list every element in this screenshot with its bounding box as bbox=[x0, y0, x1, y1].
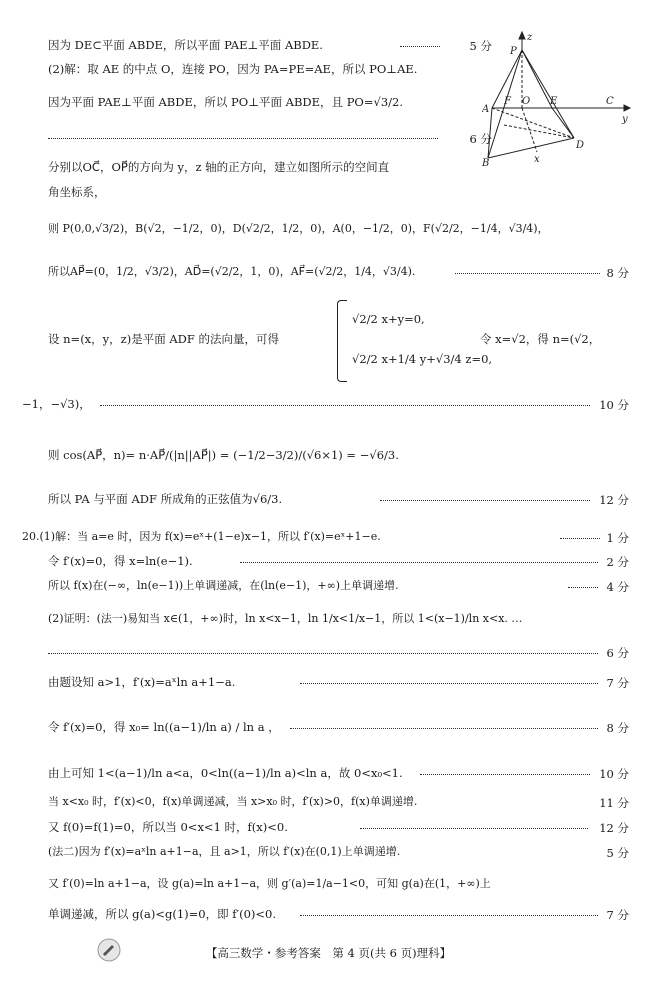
equation-1: √2/2 x+y=0, bbox=[352, 312, 425, 326]
dot-leader bbox=[100, 405, 590, 406]
dot-leader bbox=[400, 46, 440, 47]
text-line-25: 单调递减，所以 g(a)<g(1)=0，即 f′(0)<0. bbox=[48, 907, 277, 921]
dot-leader bbox=[360, 828, 588, 829]
score-12: 10 分 bbox=[599, 767, 629, 781]
text-line-14: 令 f′(x)=0，得 x=ln(e−1). bbox=[48, 554, 193, 568]
dot-leader bbox=[420, 774, 590, 775]
text-line-16: (2)证明：(法一)易知当 x∈(1，+∞)时，ln x<x−1，ln 1/x<1/x−1，所以 1<(x−1)/ln x<x. … bbox=[48, 612, 523, 625]
fig-label-p: P bbox=[510, 46, 517, 57]
text-line-21: 当 x<x₀ 时，f′(x)<0，f(x)单调递减，当 x>x₀ 时，f′(x)>0，f(x)单调递增. bbox=[48, 795, 418, 808]
score-7: 2 分 bbox=[606, 555, 629, 569]
text-line-2: (2)解：取 AE 的中点 O，连接 PO，因为 PA=PE=AE，所以 PO⊥AE. bbox=[48, 62, 418, 76]
text-line-15: 所以 f(x)在(−∞，ln(e−1))上单调递减，在(ln(e−1)，+∞)上单调递增. bbox=[48, 579, 399, 592]
text-line-10: −1，−√3)， bbox=[22, 397, 91, 411]
fig-label-y: y bbox=[622, 114, 628, 125]
text-line-9: 设 n=(x，y，z)是平面 ADF 的法向量，可得 bbox=[48, 332, 280, 346]
text-line-19: 令 f′(x)=0，得 x₀= ln((a−1)/ln a) / ln a ， bbox=[48, 720, 280, 734]
score-10: 7 分 bbox=[606, 676, 629, 690]
score-3: 8 分 bbox=[606, 266, 629, 280]
fig-label-f: F bbox=[504, 96, 511, 107]
dot-leader bbox=[48, 653, 598, 654]
score-5: 12 分 bbox=[599, 493, 629, 507]
dot-leader bbox=[290, 728, 598, 729]
text-line-8: 所以AP⃗=(0，1/2，√3/2)，AD⃗=(√2/2，1，0)，AF⃗=(√2/2，1/4，√3/4). bbox=[48, 265, 416, 278]
fig-label-x: x bbox=[534, 154, 540, 165]
text-line-11: 则 cos(AP⃗，n)= n·AP⃗/(|n||AP⃗|) = (−1/2−3/2)/(√6×1) = −√6/3. bbox=[48, 448, 399, 462]
fig-label-b: B bbox=[482, 158, 490, 169]
score-15: 5 分 bbox=[606, 846, 629, 860]
dot-leader bbox=[560, 538, 600, 539]
equation-brace bbox=[337, 300, 347, 382]
text-line-22: 又 f(0)=f(1)=0，所以当 0<x<1 时，f(x)<0. bbox=[48, 820, 288, 834]
score-16: 7 分 bbox=[606, 908, 629, 922]
equation-2: √2/2 x+1/4 y+√3/4 z=0, bbox=[352, 352, 493, 366]
dot-leader bbox=[380, 500, 590, 501]
text-line-13: 20.(1)解：当 a=e 时，因为 f(x)=eˣ+(1−e)x−1，所以 f′(x)=eˣ+1−e. bbox=[22, 530, 381, 543]
fig-label-o: O bbox=[522, 96, 531, 107]
score-2: 6 分 bbox=[469, 132, 492, 146]
score-1: 5 分 bbox=[469, 39, 492, 53]
fig-label-e: E bbox=[550, 96, 558, 107]
text-line-1: 因为 DE⊂平面 ABDE，所以平面 PAE⊥平面 ABDE. bbox=[48, 38, 323, 52]
pyramid-figure bbox=[482, 30, 632, 178]
dot-leader bbox=[568, 587, 598, 588]
score-13: 11 分 bbox=[599, 796, 629, 810]
text-line-3: 因为平面 PAE⊥平面 ABDE，所以 PO⊥平面 ABDE，且 PO=√3/2. bbox=[48, 95, 403, 109]
dot-leader bbox=[240, 562, 598, 563]
dot-leader bbox=[300, 915, 598, 916]
fig-label-z: z bbox=[527, 32, 533, 43]
fig-label-d: D bbox=[576, 140, 585, 151]
dot-leader bbox=[300, 683, 598, 684]
score-4: 10 分 bbox=[599, 398, 629, 412]
score-8: 4 分 bbox=[606, 580, 629, 594]
fig-label-c: C bbox=[606, 96, 614, 107]
score-6: 1 分 bbox=[606, 531, 629, 545]
dot-leader bbox=[455, 273, 600, 274]
text-line-6: 角坐标系， bbox=[48, 185, 106, 199]
text-line-24: 又 f′(0)=ln a+1−a，设 g(a)=ln a+1−a，则 g′(a)=1/a−1<0，可知 g(a)在(1，+∞)上 bbox=[48, 877, 491, 890]
text-line-20: 由上可知 1<(a−1)/ln a<a，0<ln((a−1)/ln a)<ln a，故 0<x₀<1. bbox=[48, 766, 403, 780]
text-line-7: 则 P(0,0,√3/2)，B(√2，−1/2，0)，D(√2/2，1/2，0)，A(0，−1/2，0)，F(√2/2，−1/4，√3/4)， bbox=[48, 222, 549, 235]
text-line-5: 分别以OC⃗，OP⃗的方向为 y，z 轴的正方向，建立如图所示的空间直 bbox=[48, 160, 390, 174]
score-11: 8 分 bbox=[606, 721, 629, 735]
page-footer: 【高三数学・参考答案 第 4 页(共 6 页)理科】 bbox=[205, 946, 452, 960]
text-line-9c: 令 x=√2，得 n=(√2， bbox=[480, 332, 601, 346]
text-line-12: 所以 PA 与平面 ADF 所成角的正弦值为√6/3. bbox=[48, 492, 283, 506]
score-9: 6 分 bbox=[606, 646, 629, 660]
text-line-18: 由题设知 a>1，f′(x)=aˣln a+1−a. bbox=[48, 675, 236, 689]
dot-leader bbox=[48, 138, 438, 139]
text-line-23: (法二)因为 f′(x)=aˣln a+1−a，且 a>1，所以 f′(x)在(0,1)上单调递增. bbox=[48, 845, 401, 858]
score-14: 12 分 bbox=[599, 821, 629, 835]
fig-label-a: A bbox=[482, 104, 490, 115]
